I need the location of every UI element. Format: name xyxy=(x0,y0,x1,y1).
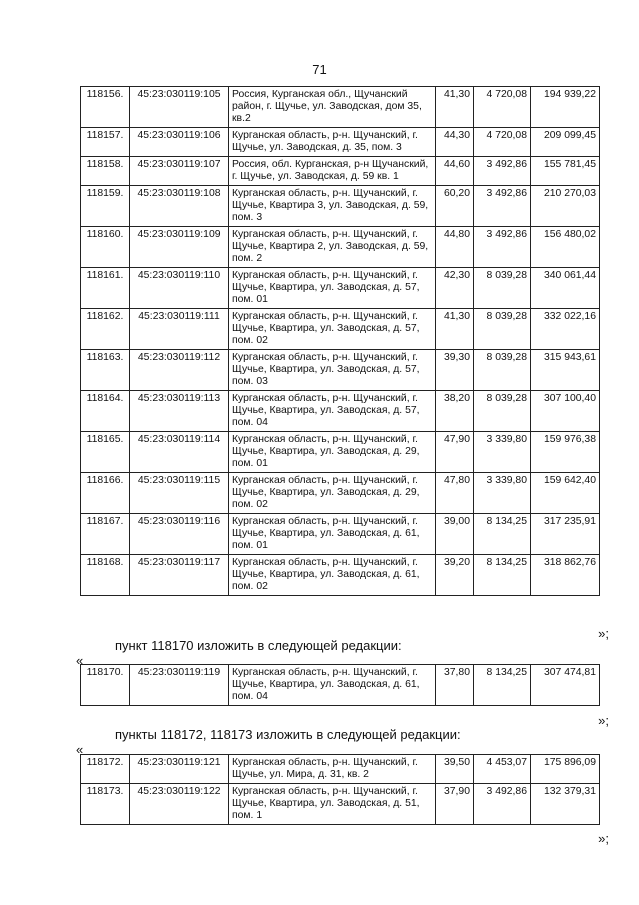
total-value-cell: 159 976,38 xyxy=(531,432,600,473)
closing-quote: »; xyxy=(598,713,609,728)
area-value-cell: 39,50 xyxy=(436,755,474,784)
address-cell: Курганская область, р-н. Щучанский, г. Щучье, Квартира, ул. Заводская, д. 29, пом. 02 xyxy=(229,473,436,514)
table-body xyxy=(81,665,600,706)
cadastral-number-cell: 45:23:030119:121 xyxy=(130,755,229,784)
price-value-cell: 3 339,80 xyxy=(474,473,531,514)
table-body xyxy=(81,87,600,596)
closing-quote: »; xyxy=(598,626,609,641)
cadastral-number-cell: 45:23:030119:112 xyxy=(130,350,229,391)
address-cell: Курганская область, р-н. Щучанский, г. Щучье, Квартира, ул. Заводская, д. 51, пом. 1 xyxy=(229,784,436,825)
total-value-cell: 307 474,81 xyxy=(531,665,600,706)
address-cell: Курганская область, р-н. Щучанский, г. Щучье, Квартира 2, ул. Заводская, д. 59, пом. 2 xyxy=(229,227,436,268)
table-row xyxy=(81,555,600,596)
price-value-cell: 8 134,25 xyxy=(474,514,531,555)
address-cell: Курганская область, р-н. Щучанский, г. Щучье, Квартира, ул. Заводская, д. 57, пом. 01 xyxy=(229,268,436,309)
total-value-cell: 175 896,09 xyxy=(531,755,600,784)
table-row xyxy=(81,755,600,784)
address-cell: Россия, обл. Курганская, р-н Щучанский, г. Щучье, ул. Заводская, д. 59 кв. 1 xyxy=(229,157,436,186)
row-number-cell: 118167. xyxy=(81,514,130,555)
price-value-cell: 3 492,86 xyxy=(474,784,531,825)
price-value-cell: 8 039,28 xyxy=(474,268,531,309)
cadastral-number-cell: 45:23:030119:119 xyxy=(130,665,229,706)
amendment-instruction: пункт 118170 изложить в следующей редакции: xyxy=(115,638,402,653)
cadastral-number-cell: 45:23:030119:113 xyxy=(130,391,229,432)
table-row xyxy=(81,157,600,186)
total-value-cell: 159 642,40 xyxy=(531,473,600,514)
total-value-cell: 155 781,45 xyxy=(531,157,600,186)
cadastral-number-cell: 45:23:030119:106 xyxy=(130,128,229,157)
cadastral-number-cell: 45:23:030119:117 xyxy=(130,555,229,596)
price-value-cell: 3 492,86 xyxy=(474,157,531,186)
cadastral-number-cell: 45:23:030119:114 xyxy=(130,432,229,473)
price-value-cell: 4 720,08 xyxy=(474,87,531,128)
amendment-instruction: пункты 118172, 118173 изложить в следующей редакции: xyxy=(115,727,461,742)
area-value-cell: 39,20 xyxy=(436,555,474,596)
row-number-cell: 118157. xyxy=(81,128,130,157)
row-number-cell: 118165. xyxy=(81,432,130,473)
row-number-cell: 118158. xyxy=(81,157,130,186)
area-value-cell: 44,60 xyxy=(436,157,474,186)
cadastral-number-cell: 45:23:030119:116 xyxy=(130,514,229,555)
total-value-cell: 307 100,40 xyxy=(531,391,600,432)
table-row xyxy=(81,391,600,432)
area-value-cell: 38,20 xyxy=(436,391,474,432)
address-cell: Курганская область, р-н. Щучанский, г. Щучье, Квартира, ул. Заводская, д. 29, пом. 01 xyxy=(229,432,436,473)
cadastral-number-cell: 45:23:030119:107 xyxy=(130,157,229,186)
row-number-cell: 118161. xyxy=(81,268,130,309)
area-value-cell: 44,30 xyxy=(436,128,474,157)
address-cell: Курганская область, р-н. Щучанский, г. Щучье, Квартира, ул. Заводская, д. 61, пом. 04 xyxy=(229,665,436,706)
area-value-cell: 44,80 xyxy=(436,227,474,268)
row-number-cell: 118168. xyxy=(81,555,130,596)
registry-table-main xyxy=(80,86,600,596)
address-cell: Курганская область, р-н. Щучанский, г. Щучье, Квартира, ул. Заводская, д. 57, пом. 03 xyxy=(229,350,436,391)
cadastral-number-cell: 45:23:030119:108 xyxy=(130,186,229,227)
area-value-cell: 39,00 xyxy=(436,514,474,555)
area-value-cell: 47,90 xyxy=(436,432,474,473)
address-cell: Курганская область, р-н. Щучанский, г. Щучье, ул. Заводская, д. 35, пом. 3 xyxy=(229,128,436,157)
registry-table-amendment-1 xyxy=(80,664,600,706)
table-row xyxy=(81,309,600,350)
cadastral-number-cell: 45:23:030119:109 xyxy=(130,227,229,268)
area-value-cell: 41,30 xyxy=(436,309,474,350)
table-row xyxy=(81,186,600,227)
total-value-cell: 210 270,03 xyxy=(531,186,600,227)
total-value-cell: 318 862,76 xyxy=(531,555,600,596)
row-number-cell: 118164. xyxy=(81,391,130,432)
row-number-cell: 118166. xyxy=(81,473,130,514)
price-value-cell: 8 134,25 xyxy=(474,665,531,706)
table-row xyxy=(81,784,600,825)
table-row xyxy=(81,473,600,514)
area-value-cell: 37,90 xyxy=(436,784,474,825)
table-row xyxy=(81,87,600,128)
row-number-cell: 118173. xyxy=(81,784,130,825)
price-value-cell: 3 339,80 xyxy=(474,432,531,473)
row-number-cell: 118159. xyxy=(81,186,130,227)
page-number: 71 xyxy=(312,62,327,77)
address-cell: Курганская область, р-н. Щучанский, г. Щучье, Квартира, ул. Заводская, д. 57, пом. 04 xyxy=(229,391,436,432)
table-row xyxy=(81,128,600,157)
price-value-cell: 4 720,08 xyxy=(474,128,531,157)
opening-quote: « xyxy=(76,653,84,668)
row-number-cell: 118163. xyxy=(81,350,130,391)
table-row xyxy=(81,432,600,473)
address-cell: Курганская область, р-н. Щучанский, г. Щучье, Квартира, ул. Заводская, д. 61, пом. 01 xyxy=(229,514,436,555)
area-value-cell: 47,80 xyxy=(436,473,474,514)
total-value-cell: 194 939,22 xyxy=(531,87,600,128)
price-value-cell: 8 039,28 xyxy=(474,391,531,432)
row-number-cell: 118172. xyxy=(81,755,130,784)
address-cell: Россия, Курганская обл., Щучанский район, г. Щучье, ул. Заводская, дом 35, кв.2 xyxy=(229,87,436,128)
opening-quote: « xyxy=(76,742,84,757)
price-value-cell: 8 134,25 xyxy=(474,555,531,596)
cadastral-number-cell: 45:23:030119:111 xyxy=(130,309,229,350)
table-row xyxy=(81,665,600,706)
total-value-cell: 332 022,16 xyxy=(531,309,600,350)
table-row xyxy=(81,514,600,555)
closing-quote: »; xyxy=(598,831,609,846)
cadastral-number-cell: 45:23:030119:105 xyxy=(130,87,229,128)
total-value-cell: 317 235,91 xyxy=(531,514,600,555)
total-value-cell: 209 099,45 xyxy=(531,128,600,157)
area-value-cell: 37,80 xyxy=(436,665,474,706)
row-number-cell: 118170. xyxy=(81,665,130,706)
address-cell: Курганская область, р-н. Щучанский, г. Щучье, ул. Мира, д. 31, кв. 2 xyxy=(229,755,436,784)
registry-table-amendment-2 xyxy=(80,754,600,825)
area-value-cell: 39,30 xyxy=(436,350,474,391)
table-row xyxy=(81,227,600,268)
area-value-cell: 42,30 xyxy=(436,268,474,309)
price-value-cell: 4 453,07 xyxy=(474,755,531,784)
address-cell: Курганская область, р-н. Щучанский, г. Щучье, Квартира, ул. Заводская, д. 61, пом. 02 xyxy=(229,555,436,596)
row-number-cell: 118160. xyxy=(81,227,130,268)
price-value-cell: 8 039,28 xyxy=(474,350,531,391)
total-value-cell: 315 943,61 xyxy=(531,350,600,391)
table-row xyxy=(81,350,600,391)
price-value-cell: 3 492,86 xyxy=(474,227,531,268)
table-body xyxy=(81,755,600,825)
total-value-cell: 132 379,31 xyxy=(531,784,600,825)
cadastral-number-cell: 45:23:030119:110 xyxy=(130,268,229,309)
row-number-cell: 118162. xyxy=(81,309,130,350)
total-value-cell: 340 061,44 xyxy=(531,268,600,309)
area-value-cell: 41,30 xyxy=(436,87,474,128)
cadastral-number-cell: 45:23:030119:122 xyxy=(130,784,229,825)
cadastral-number-cell: 45:23:030119:115 xyxy=(130,473,229,514)
address-cell: Курганская область, р-н. Щучанский, г. Щучье, Квартира, ул. Заводская, д. 57, пом. 02 xyxy=(229,309,436,350)
table-row xyxy=(81,268,600,309)
row-number-cell: 118156. xyxy=(81,87,130,128)
price-value-cell: 8 039,28 xyxy=(474,309,531,350)
address-cell: Курганская область, р-н. Щучанский, г. Щучье, Квартира 3, ул. Заводская, д. 59, пом. 3 xyxy=(229,186,436,227)
area-value-cell: 60,20 xyxy=(436,186,474,227)
total-value-cell: 156 480,02 xyxy=(531,227,600,268)
price-value-cell: 3 492,86 xyxy=(474,186,531,227)
